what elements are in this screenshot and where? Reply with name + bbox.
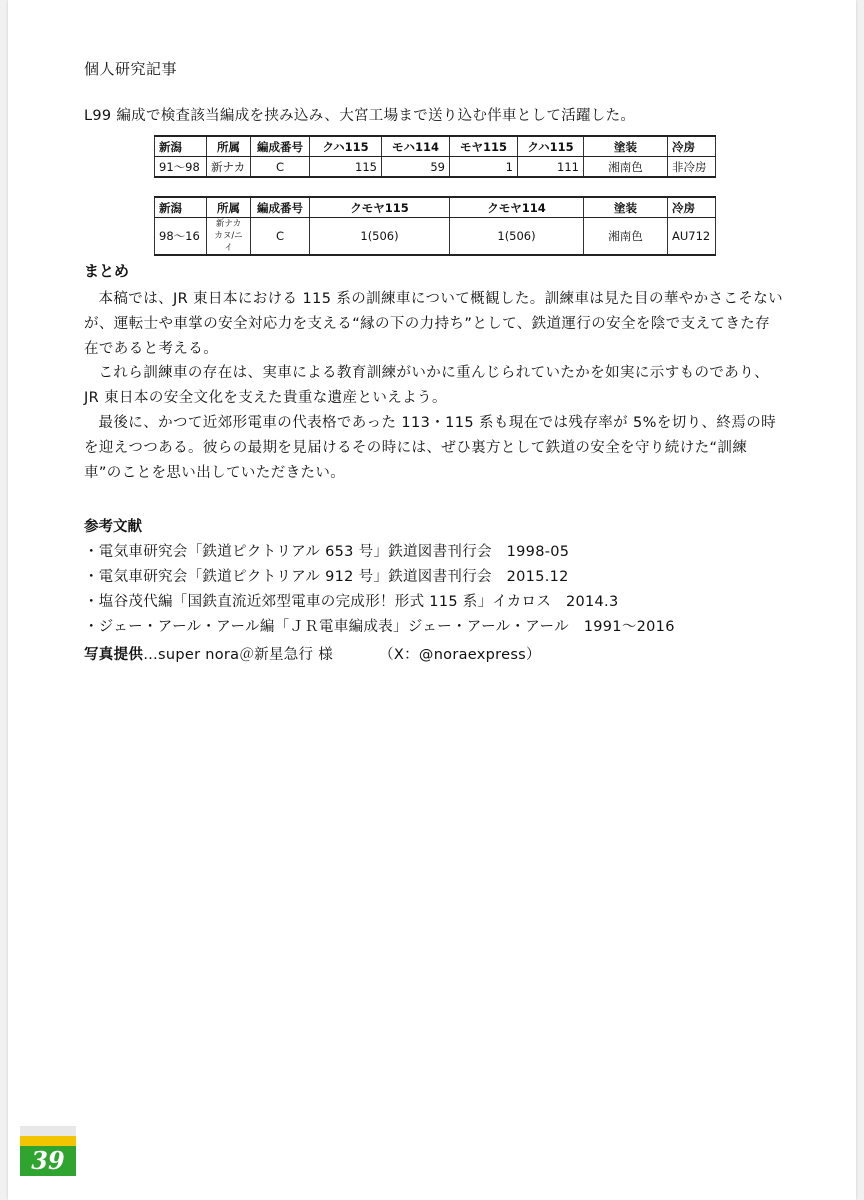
- table-row: [155, 218, 716, 256]
- table-header: 冷房: [668, 136, 716, 157]
- table-cell: 非冷房: [668, 157, 716, 178]
- belong-line-1: 新ナカ: [215, 219, 242, 229]
- badge-band-gray: [20, 1126, 76, 1136]
- table-cell: 59: [382, 157, 450, 178]
- reference-item: ・電気車研究会「鉄道ピクトリアル 912 号」鉄道図書刊行会 2015.12: [84, 569, 569, 585]
- table-header: 新潟: [155, 197, 207, 218]
- reference-item: ・塩谷茂代編「国鉄直流近郊型電車の完成形！形式 115 系」イカロス 2014.3: [84, 594, 619, 610]
- table-cell: 111: [518, 157, 584, 178]
- photo-credit: [84, 643, 541, 664]
- reference-item: ・電気車研究会「鉄道ピクトリアル 653 号」鉄道図書刊行会 1998-05: [84, 544, 570, 560]
- references-heading: 参考文献: [84, 519, 142, 535]
- table-header: クモヤ115: [310, 197, 450, 218]
- page-number: 39: [20, 1146, 76, 1176]
- table-header: モハ114: [382, 136, 450, 157]
- table-cell: 1: [450, 157, 518, 178]
- table-cell: 1(506): [450, 218, 584, 256]
- table-cell: 98～16: [155, 218, 207, 256]
- table-cell-belong: [207, 218, 251, 256]
- table-header: クモヤ114: [450, 197, 584, 218]
- references-list: [84, 540, 675, 640]
- table-cell: AU712: [668, 218, 716, 256]
- page-number-badge: [20, 1126, 76, 1176]
- summary-paragraph: 最後に、かつて近郊形電車の代表格であった 113・115 系も現在では残存率が 5%を切り、終焉の時を迎えつつある。彼らの最期を見届けるその時には、ぜひ裏方として鉄道の安全を守り続けた“訓練車”のことを思い出していただきたい。: [84, 415, 777, 481]
- badge-band-yellow: [20, 1136, 76, 1146]
- table-header: 冷房: [668, 197, 716, 218]
- formation-table-2: [154, 196, 716, 256]
- table-header: 塗装: [584, 136, 668, 157]
- summary-paragraph: 本稿では、JR 東日本における 115 系の訓練車について概観した。訓練車は見た目の華やかさこそないが、運転士や車掌の安全対応力を支える“縁の下の力持ち”として、鉄道運行の安全を陰で支えてきた存在であると考える。: [84, 291, 784, 357]
- table-header: クハ115: [310, 136, 382, 157]
- table-cell: C: [251, 157, 310, 178]
- table-cell: 115: [310, 157, 382, 178]
- table-row: [155, 157, 716, 178]
- table-header: 塗装: [584, 197, 668, 218]
- document-page: [8, 0, 856, 1200]
- section-header: 個人研究記事: [84, 60, 178, 78]
- belong-line-2: カヌ/ニイ: [214, 231, 243, 253]
- table-header: 編成番号: [251, 136, 310, 157]
- table-header: クハ115: [518, 136, 584, 157]
- table-header: モヤ115: [450, 136, 518, 157]
- table-cell: 91～98: [155, 157, 207, 178]
- table-cell: 新ナカ: [207, 157, 251, 178]
- photo-credit-label: 写真提供: [84, 647, 144, 663]
- formation-table-1: [154, 135, 716, 178]
- summary-paragraph: これら訓練車の存在は、実車による教育訓練がいかに重んじられていたかを如実に示すものであり、JR 東日本の安全文化を支えた貴重な遺産といえよう。: [84, 365, 769, 406]
- table-header: 編成番号: [251, 197, 310, 218]
- table-header: 新潟: [155, 136, 207, 157]
- summary-heading: まとめ: [84, 262, 130, 280]
- table-cell: C: [251, 218, 310, 256]
- table-cell: 湘南色: [584, 157, 668, 178]
- photo-credit-text: …super nora＠新星急行 様: [143, 647, 334, 663]
- table-cell: 1(506): [310, 218, 450, 256]
- intro-text: L99 編成で検査該当編成を挟み込み、大宮工場まで送り込む伴車として活躍した。: [84, 108, 636, 124]
- table-header: 所属: [207, 197, 251, 218]
- table-header: 所属: [207, 136, 251, 157]
- reference-item: ・ジェー・アール・アール編「ＪＲ電車編成表」ジェー・アール・アール 1991～2016: [84, 619, 675, 635]
- table-cell: 湘南色: [584, 218, 668, 256]
- photo-credit-handle: （X：@noraexpress）: [379, 647, 541, 663]
